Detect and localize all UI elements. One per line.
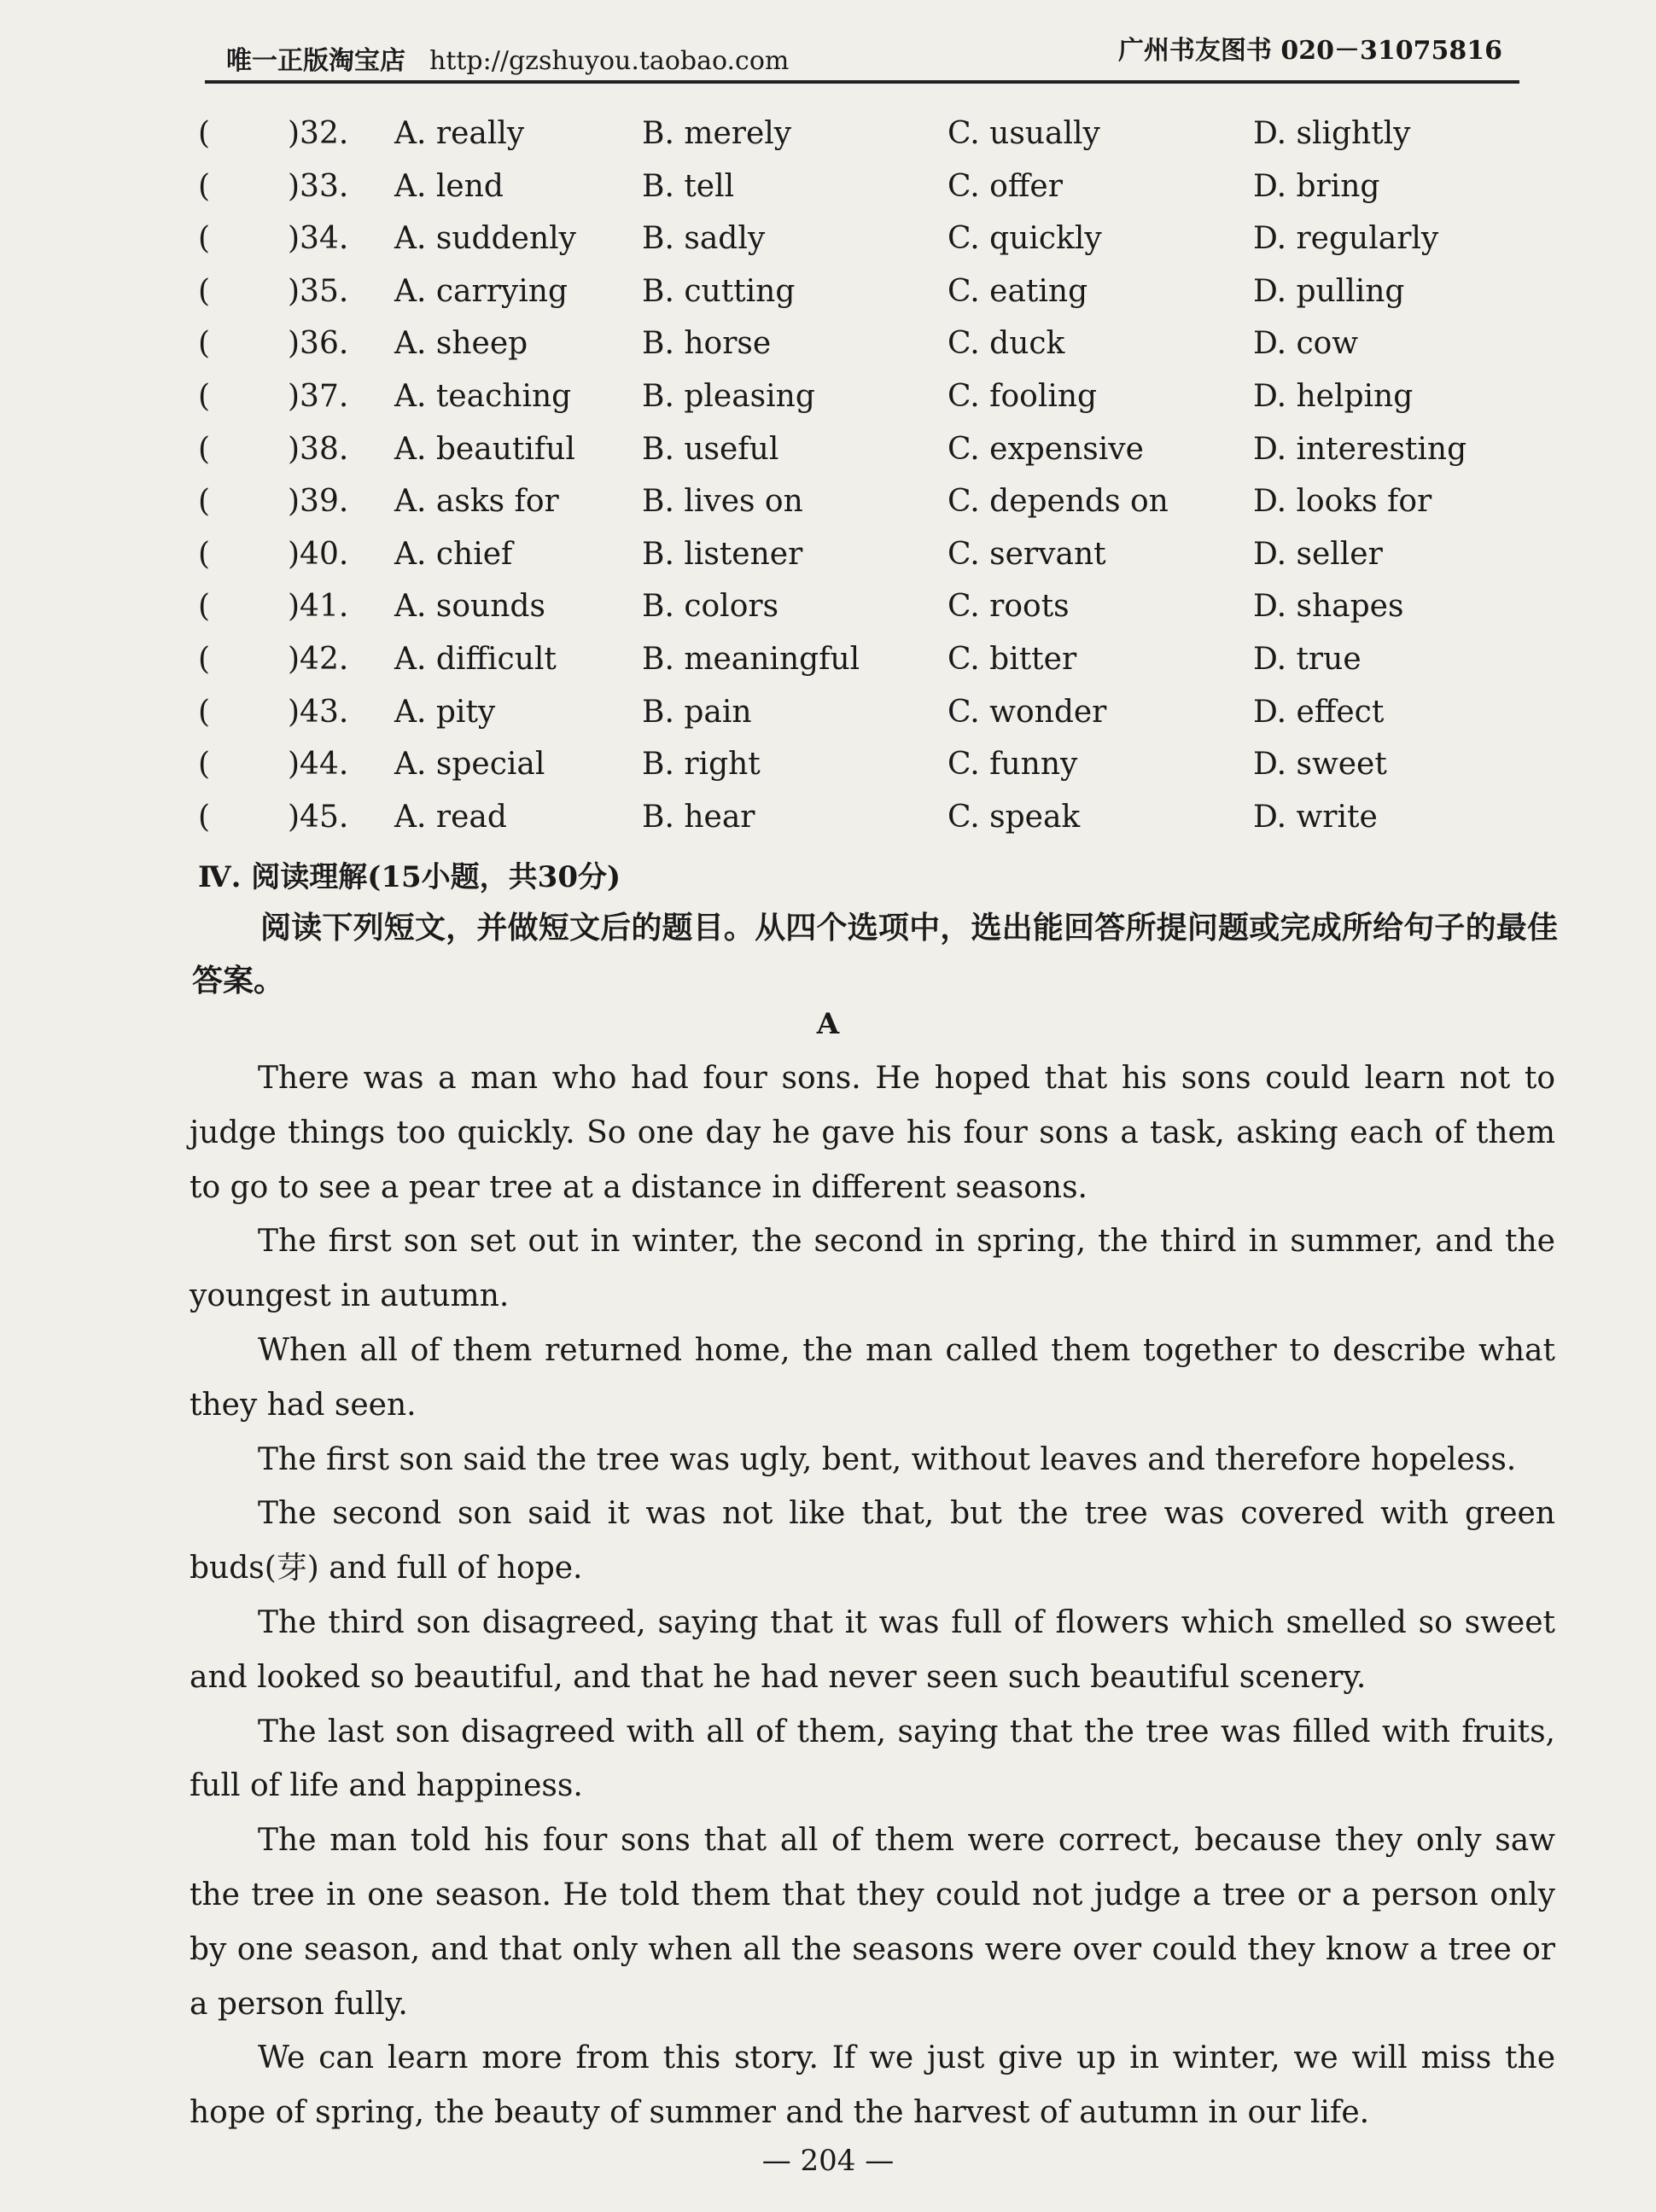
section-title: Ⅳ. 阅读理解(15小题，共30分)	[198, 860, 621, 894]
option-b: B. useful	[642, 431, 779, 467]
question-row	[198, 108, 1564, 160]
passage-paragraph: There was a man who had four sons. He hoped that his sons could learn not to judge things too quickly. So one day he gave his four sons a task, asking each of them to go to see a pear tree at a distance in different seasons.	[190, 1061, 1555, 1205]
question-row	[198, 475, 1564, 528]
option-d: D. cow	[1253, 326, 1359, 362]
question-number: )37.	[288, 378, 349, 414]
option-b: B. colors	[642, 589, 779, 625]
option-d: D. helping	[1253, 378, 1414, 414]
option-b: B. pleasing	[642, 378, 815, 414]
option-c: C. depends on	[948, 484, 1169, 520]
option-c: C. eating	[948, 273, 1088, 309]
option-d: D. seller	[1253, 536, 1383, 572]
question-row	[198, 423, 1564, 476]
shop-url: http://gzshuyou.taobao.com	[429, 46, 790, 76]
option-c: C. roots	[948, 589, 1070, 625]
question-number: )33.	[288, 168, 349, 204]
option-d: D. looks for	[1253, 484, 1432, 520]
option-c: C. duck	[948, 326, 1065, 362]
options-table	[198, 108, 1564, 843]
option-b: B. pain	[642, 694, 752, 730]
option-b: B. cutting	[642, 273, 796, 309]
header-right: 广州书友图书 020－31075816	[1117, 36, 1502, 66]
option-a: A. special	[394, 747, 545, 783]
option-b: B. hear	[642, 799, 755, 835]
question-row	[198, 317, 1564, 370]
question-row	[198, 528, 1564, 581]
answer-bracket: (	[198, 431, 211, 467]
answer-bracket: (	[198, 641, 211, 677]
question-row	[198, 160, 1564, 213]
passage-paragraph: The man told his four sons that all of them were correct, because they only saw the tree in one season. He told them that they could not judge a tree or a person only by one season, and that only when all the seasons were over could they know a tree or a person fully.	[190, 1823, 1555, 2022]
passage-paragraph: The first son said the tree was ugly, bent, without leaves and therefore hopeless.	[258, 1441, 1517, 1477]
option-a: A. pity	[394, 694, 496, 730]
passage-paragraph: The third son disagreed, saying that it was full of flowers which smelled so sweet and looked so beautiful, and that he had never seen such beautiful scenery.	[190, 1604, 1555, 1695]
option-b: B. meaningful	[642, 641, 860, 677]
question-row	[198, 265, 1564, 318]
option-c: C. usually	[948, 116, 1100, 151]
question-number: )41.	[288, 589, 349, 625]
option-b: B. right	[642, 747, 761, 783]
answer-bracket: (	[198, 799, 211, 835]
option-b: B. tell	[642, 168, 735, 204]
option-c: C. offer	[948, 168, 1063, 204]
question-row	[198, 370, 1564, 423]
question-row	[198, 580, 1564, 633]
question-number: )44.	[288, 747, 349, 783]
option-a: A. teaching	[394, 378, 572, 414]
question-number: )45.	[288, 799, 349, 835]
option-a: A. asks for	[394, 484, 559, 520]
question-row	[198, 686, 1564, 739]
option-b: B. merely	[642, 116, 792, 151]
option-c: C. speak	[948, 799, 1081, 835]
question-number: )35.	[288, 273, 349, 309]
option-c: C. wonder	[948, 694, 1107, 730]
option-c: C. fooling	[948, 378, 1098, 414]
option-d: D. sweet	[1253, 747, 1387, 783]
passage-paragraph: The second son said it was not like that, but the tree was covered with green buds(芽) and full of hope.	[190, 1496, 1555, 1586]
answer-bracket: (	[198, 536, 211, 572]
answer-bracket: (	[198, 326, 211, 362]
passage-label: A	[816, 1007, 840, 1041]
question-row	[198, 212, 1564, 265]
answer-bracket: (	[198, 168, 211, 204]
section-instruction: 阅读下列短文，并做短文后的题目。从四个选项中，选出能回答所提问题或完成所给句子的最佳答案。	[192, 910, 1558, 998]
passage-paragraph: When all of them returned home, the man called them together to describe what they had seen.	[190, 1332, 1555, 1423]
option-a: A. chief	[394, 536, 513, 572]
shop-name: 唯一正版淘宝店	[226, 46, 405, 76]
option-d: D. write	[1253, 799, 1378, 835]
header-left	[226, 39, 789, 77]
question-row	[198, 791, 1564, 844]
page-number: — 204 —	[761, 2144, 895, 2178]
option-d: D. true	[1253, 641, 1362, 677]
option-a: A. beautiful	[394, 431, 575, 467]
option-c: C. bitter	[948, 641, 1077, 677]
option-c: C. funny	[948, 747, 1078, 783]
question-number: )34.	[288, 221, 349, 257]
option-a: A. lend	[394, 168, 504, 204]
question-row	[198, 738, 1564, 791]
option-a: A. read	[394, 799, 507, 835]
question-number: )43.	[288, 694, 349, 730]
question-number: )42.	[288, 641, 349, 677]
answer-bracket: (	[198, 116, 211, 151]
option-c: C. expensive	[948, 431, 1144, 467]
option-d: D. interesting	[1253, 431, 1467, 467]
answer-bracket: (	[198, 378, 211, 414]
option-a: A. really	[394, 116, 525, 151]
option-d: D. regularly	[1253, 221, 1439, 257]
header-rule	[205, 80, 1519, 84]
option-d: D. pulling	[1253, 273, 1405, 309]
option-a: A. carrying	[394, 273, 569, 309]
question-number: )38.	[288, 431, 349, 467]
option-d: D. slightly	[1253, 116, 1411, 151]
question-row	[198, 633, 1564, 686]
option-a: A. difficult	[394, 641, 557, 677]
answer-bracket: (	[198, 484, 211, 520]
answer-bracket: (	[198, 273, 211, 309]
option-d: D. effect	[1253, 694, 1385, 730]
option-b: B. sadly	[642, 221, 766, 257]
answer-bracket: (	[198, 589, 211, 625]
answer-bracket: (	[198, 221, 211, 257]
page-header	[205, 24, 1519, 84]
option-c: C. quickly	[948, 221, 1102, 257]
passage-paragraph: The first son set out in winter, the second in spring, the third in summer, and the youngest in autumn.	[190, 1224, 1555, 1314]
passage-paragraph: We can learn more from this story. If we just give up in winter, we will miss the hope of spring, the beauty of summer and the harvest of autumn in our life.	[190, 2040, 1555, 2131]
question-number: )40.	[288, 536, 349, 572]
option-b: B. listener	[642, 536, 803, 572]
question-number: )39.	[288, 484, 349, 520]
option-b: B. horse	[642, 326, 772, 362]
answer-bracket: (	[198, 747, 211, 783]
option-c: C. servant	[948, 536, 1106, 572]
option-a: A. sounds	[394, 589, 545, 625]
answer-bracket: (	[198, 694, 211, 730]
option-d: D. shapes	[1253, 589, 1404, 625]
passage-paragraph: The last son disagreed with all of them, saying that the tree was filled with fruits, full of life and happiness.	[190, 1714, 1555, 1804]
option-a: A. suddenly	[394, 221, 576, 257]
option-b: B. lives on	[642, 484, 803, 520]
passage	[190, 1051, 1555, 2140]
question-number: )36.	[288, 326, 349, 362]
option-a: A. sheep	[394, 326, 528, 362]
question-number: )32.	[288, 116, 349, 151]
option-d: D. bring	[1253, 168, 1380, 204]
